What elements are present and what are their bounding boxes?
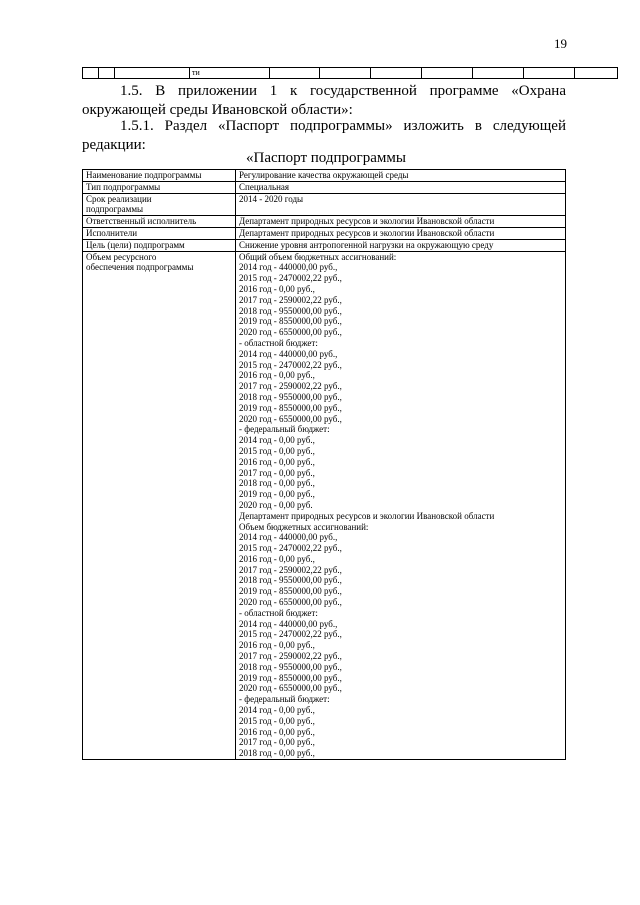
funding-line: 2017 год - 2590002,22 руб., <box>239 651 342 662</box>
fragment-cell <box>575 68 618 79</box>
funding-line: 2014 год - 0,00 руб., <box>239 435 315 446</box>
funding-line: 2014 год - 0,00 руб., <box>239 705 315 716</box>
label-line: Объем ресурсного <box>86 251 157 262</box>
page-number: 19 <box>554 36 567 51</box>
funding-line: 2015 год - 2470002,22 руб., <box>239 359 342 370</box>
funding-line: 2016 год - 0,00 руб., <box>239 640 315 651</box>
funding-line: 2019 год - 8550000,00 руб., <box>239 316 342 327</box>
row-label <box>83 251 236 759</box>
label-line: Срок реализации <box>86 193 152 204</box>
funding-line: 2015 год - 0,00 руб., <box>239 445 315 456</box>
row-label: Цель (цели) подпрограмм <box>83 239 236 251</box>
fragment-cell <box>115 68 190 79</box>
funding-line: 2017 год - 2590002,22 руб., <box>239 564 342 575</box>
previous-table-fragment <box>82 67 618 79</box>
funding-line: 2016 год - 0,00 руб., <box>239 370 315 381</box>
funding-line: - областной бюджет: <box>239 337 318 348</box>
row-label: Ответственный исполнитель <box>83 216 236 228</box>
passport-title: «Паспорт подпрограммы <box>246 150 406 166</box>
funding-line: 2017 год - 2590002,22 руб., <box>239 294 342 305</box>
table-row <box>83 216 566 228</box>
row-value: Снижение уровня антропогенной нагрузки на окружающую среду <box>236 239 566 251</box>
funding-line: 2018 год - 0,00 руб., <box>239 478 315 489</box>
funding-line: - федеральный бюджет: <box>239 424 330 435</box>
funding-line: Общий объем бюджетных ассигнований: <box>239 251 397 262</box>
funding-line: 2018 год - 9550000,00 руб., <box>239 305 342 316</box>
funding-line: 2020 год - 6550000,00 руб., <box>239 327 342 338</box>
funding-line: 2014 год - 440000,00 руб., <box>239 348 338 359</box>
row-value: Департамент природных ресурсов и экологии Ивановской области <box>236 216 566 228</box>
funding-line: 2017 год - 0,00 руб., <box>239 467 315 478</box>
funding-line: 2020 год - 6550000,00 руб., <box>239 683 342 694</box>
fragment-cell <box>473 68 524 79</box>
funding-line: 2014 год - 440000,00 руб., <box>239 618 338 629</box>
table-row <box>83 181 566 193</box>
funding-line: 2015 год - 0,00 руб., <box>239 715 315 726</box>
funding-line: Департамент природных ресурсов и экологии Ивановской области <box>239 510 495 521</box>
funding-line: 2017 год - 0,00 руб., <box>239 737 315 748</box>
funding-line: - областной бюджет: <box>239 607 318 618</box>
funding-line: 2016 год - 0,00 руб., <box>239 553 315 564</box>
funding-line: 2014 год - 440000,00 руб., <box>239 532 338 543</box>
fragment-cell <box>422 68 473 79</box>
fragment-cell <box>371 68 422 79</box>
row-label: Исполнители <box>83 227 236 239</box>
funding-line: 2018 год - 0,00 руб., <box>239 748 315 759</box>
label-line: обеспечения подпрограммы <box>86 262 194 273</box>
funding-line: 2018 год - 9550000,00 руб., <box>239 575 342 586</box>
funding-line: 2020 год - 6550000,00 руб., <box>239 597 342 608</box>
funding-line: 2018 год - 9550000,00 руб., <box>239 661 342 672</box>
table-row-funding <box>83 251 566 759</box>
table-row <box>83 227 566 239</box>
label-line: подпрограммы <box>86 204 144 215</box>
funding-line: 2016 год - 0,00 руб., <box>239 726 315 737</box>
funding-line: 2015 год - 2470002,22 руб., <box>239 543 342 554</box>
row-value: Регулирование качества окружающей среды <box>236 170 566 182</box>
funding-line: - федеральный бюджет: <box>239 694 330 705</box>
fragment-cell <box>270 68 320 79</box>
funding-line: 2020 год - 6550000,00 руб., <box>239 413 342 424</box>
funding-value <box>236 251 566 759</box>
funding-line: 2015 год - 2470002,22 руб., <box>239 629 342 640</box>
row-label <box>83 193 236 216</box>
funding-line: 2017 год - 2590002,22 руб., <box>239 381 342 392</box>
fragment-cell <box>99 68 115 79</box>
row-value: Специальная <box>236 181 566 193</box>
funding-line: 2014 год - 440000,00 руб., <box>239 262 338 273</box>
row-label: Наименование подпрограммы <box>83 170 236 182</box>
row-value: 2014 - 2020 годы <box>236 193 566 216</box>
funding-line: 2016 год - 0,00 руб., <box>239 456 315 467</box>
funding-line: 2019 год - 8550000,00 руб., <box>239 586 342 597</box>
funding-line: Объем бюджетных ассигнований: <box>239 521 369 532</box>
funding-line: 2019 год - 8550000,00 руб., <box>239 672 342 683</box>
funding-line: 2019 год - 0,00 руб., <box>239 489 315 500</box>
fragment-cell <box>83 68 99 79</box>
paragraph-1-5: 1.5. В приложении 1 к государственной программе «Охрана окружающей среды Ивановской области»: <box>82 83 566 118</box>
table-row <box>83 193 566 216</box>
funding-line: 2015 год - 2470002,22 руб., <box>239 273 342 284</box>
paragraph-1-5-1: 1.5.1. Раздел «Паспорт подпрограммы» изложить в следующей редакции: <box>82 118 566 153</box>
funding-line: 2020 год - 0,00 руб. <box>239 499 313 510</box>
row-label: Тип подпрограммы <box>83 181 236 193</box>
funding-line: 2016 год - 0,00 руб., <box>239 283 315 294</box>
passport-table <box>82 169 566 760</box>
funding-line: 2019 год - 8550000,00 руб., <box>239 402 342 413</box>
fragment-cell <box>524 68 575 79</box>
funding-line: 2018 год - 9550000,00 руб., <box>239 391 342 402</box>
fragment-cell <box>320 68 371 79</box>
table-row <box>83 170 566 182</box>
table-row <box>83 239 566 251</box>
fragment-cell: ти <box>190 68 270 79</box>
row-value: Департамент природных ресурсов и экологии Ивановской области <box>236 227 566 239</box>
